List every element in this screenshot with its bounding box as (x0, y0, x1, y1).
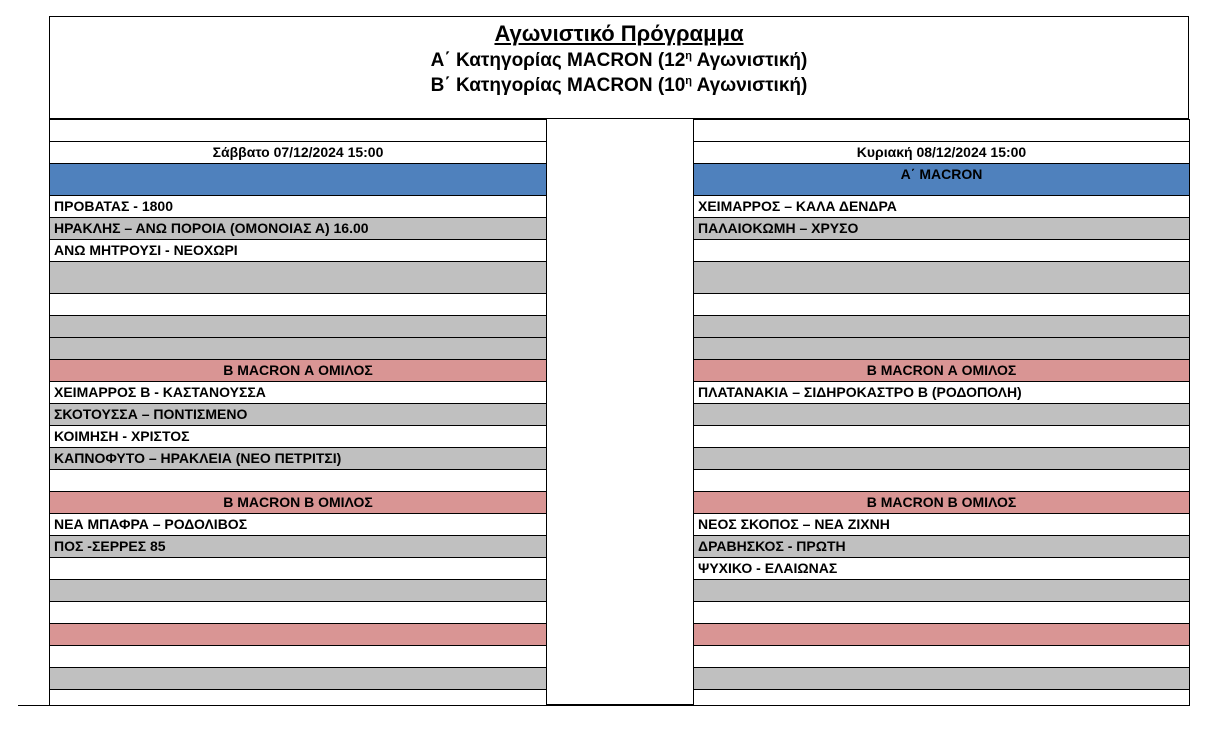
match-row (694, 315, 1189, 337)
match-row: ΗΡΑΚΛΗΣ – ΑΝΩ ΠΟΡΟΙΑ (ΟΜΟΝΟΙΑΣ Α) 16.00 (50, 217, 546, 239)
sunday-date-row: Κυριακή 08/12/2024 15:00 (694, 141, 1189, 163)
match-row: ΔΡΑΒΗΣΚΟΣ - ΠΡΩΤΗ (694, 535, 1189, 557)
blank-row (694, 119, 1189, 141)
subtitle-category-b-text: Β΄ Κατηγορίας MACRON (10 (430, 75, 686, 96)
match-row: ΠΡΟΒΑΤΑΣ - 1800 (50, 195, 546, 217)
subtitle-category-a-suffix: Αγωνιστική) (692, 50, 808, 71)
saturday-date-row: Σάββατο 07/12/2024 15:00 (50, 141, 546, 163)
match-row: ΠΟΣ -ΣΕΡΡΕΣ 85 (50, 535, 546, 557)
match-row: ΠΛΑΤΑΝΑΚΙΑ – ΣΙΔΗΡΟΚΑΣΤΡΟ Β (ΡΟΔΟΠΟΛΗ) (694, 381, 1189, 403)
spacer-column (546, 119, 694, 705)
match-row (694, 403, 1189, 425)
match-row (694, 623, 1189, 645)
match-row (694, 261, 1189, 293)
match-row (694, 667, 1189, 689)
match-row (694, 601, 1189, 623)
category-a-header (50, 163, 546, 195)
match-row (694, 645, 1189, 667)
match-row: ΝΕΑ ΜΠΑΦΡΑ – ΡΟΔΟΛΙΒΟΣ (50, 513, 546, 535)
match-row (50, 579, 546, 601)
page-title: Αγωνιστικό Πρόγραμμα (494, 21, 744, 46)
match-row (50, 261, 546, 293)
match-row: ΚΟΙΜΗΣΗ - ΧΡΙΣΤΟΣ (50, 425, 546, 447)
match-row (694, 469, 1189, 491)
subtitle-category-a (50, 49, 1188, 73)
group-a-header: Β MACRON Α ΟΜΙΛΟΣ (694, 359, 1189, 381)
match-row (50, 667, 546, 689)
match-row (50, 469, 546, 491)
subtitle-category-a-text: Α΄ Κατηγορίας MACRON (12 (430, 50, 686, 71)
sunday-schedule-column (693, 119, 1190, 705)
match-row (694, 579, 1189, 601)
category-a-header: Α΄ MACRON (694, 163, 1189, 195)
subtitle-category-b (50, 74, 1188, 98)
match-row (694, 425, 1189, 447)
match-row: ΝΕΟΣ ΣΚΟΠΟΣ – ΝΕΑ ΖΙΧΝΗ (694, 513, 1189, 535)
match-row (694, 337, 1189, 359)
match-row (50, 557, 546, 579)
match-row (50, 601, 546, 623)
subtitle-category-a-ordinal: η (685, 50, 693, 62)
match-row (50, 315, 546, 337)
match-row: ΑΝΩ ΜΗΤΡΟΥΣΙ - ΝΕΟΧΩΡΙ (50, 239, 546, 261)
group-b-header: Β MACRON Β ΟΜΙΛΟΣ (694, 491, 1189, 513)
header-box (49, 16, 1189, 119)
match-row: ΣΚΟΤΟΥΣΣΑ – ΠΟΝΤΙΣΜΕΝΟ (50, 403, 546, 425)
match-row (50, 337, 546, 359)
match-row: ΠΑΛΑΙΟΚΩΜΗ – ΧΡΥΣΟ (694, 217, 1189, 239)
match-row (50, 293, 546, 315)
saturday-schedule-column (49, 119, 547, 705)
subtitle-category-b-ordinal: η (685, 75, 693, 87)
match-row (694, 239, 1189, 261)
blank-row (50, 119, 546, 141)
match-row (50, 689, 546, 711)
page-bottom-rule (18, 705, 1190, 706)
group-b-header: Β MACRON Β ΟΜΙΛΟΣ (50, 491, 546, 513)
subtitle-category-b-suffix: Αγωνιστική) (692, 75, 808, 96)
match-row (50, 623, 546, 645)
match-row (50, 645, 546, 667)
match-row: ΧΕΙΜΑΡΡΟΣ – ΚΑΛΑ ΔΕΝΔΡΑ (694, 195, 1189, 217)
match-row: ΨΥΧΙΚΟ - ΕΛΑΙΩΝΑΣ (694, 557, 1189, 579)
match-row (694, 293, 1189, 315)
match-row: ΧΕΙΜΑΡΡΟΣ Β - ΚΑΣΤΑΝΟΥΣΣΑ (50, 381, 546, 403)
group-a-header: Β MACRON Α ΟΜΙΛΟΣ (50, 359, 546, 381)
match-row (694, 447, 1189, 469)
match-row (694, 689, 1189, 711)
match-row: ΚΑΠΝΟΦΥΤΟ – ΗΡΑΚΛΕΙΑ (ΝΕΟ ΠΕΤΡΙΤΣΙ) (50, 447, 546, 469)
